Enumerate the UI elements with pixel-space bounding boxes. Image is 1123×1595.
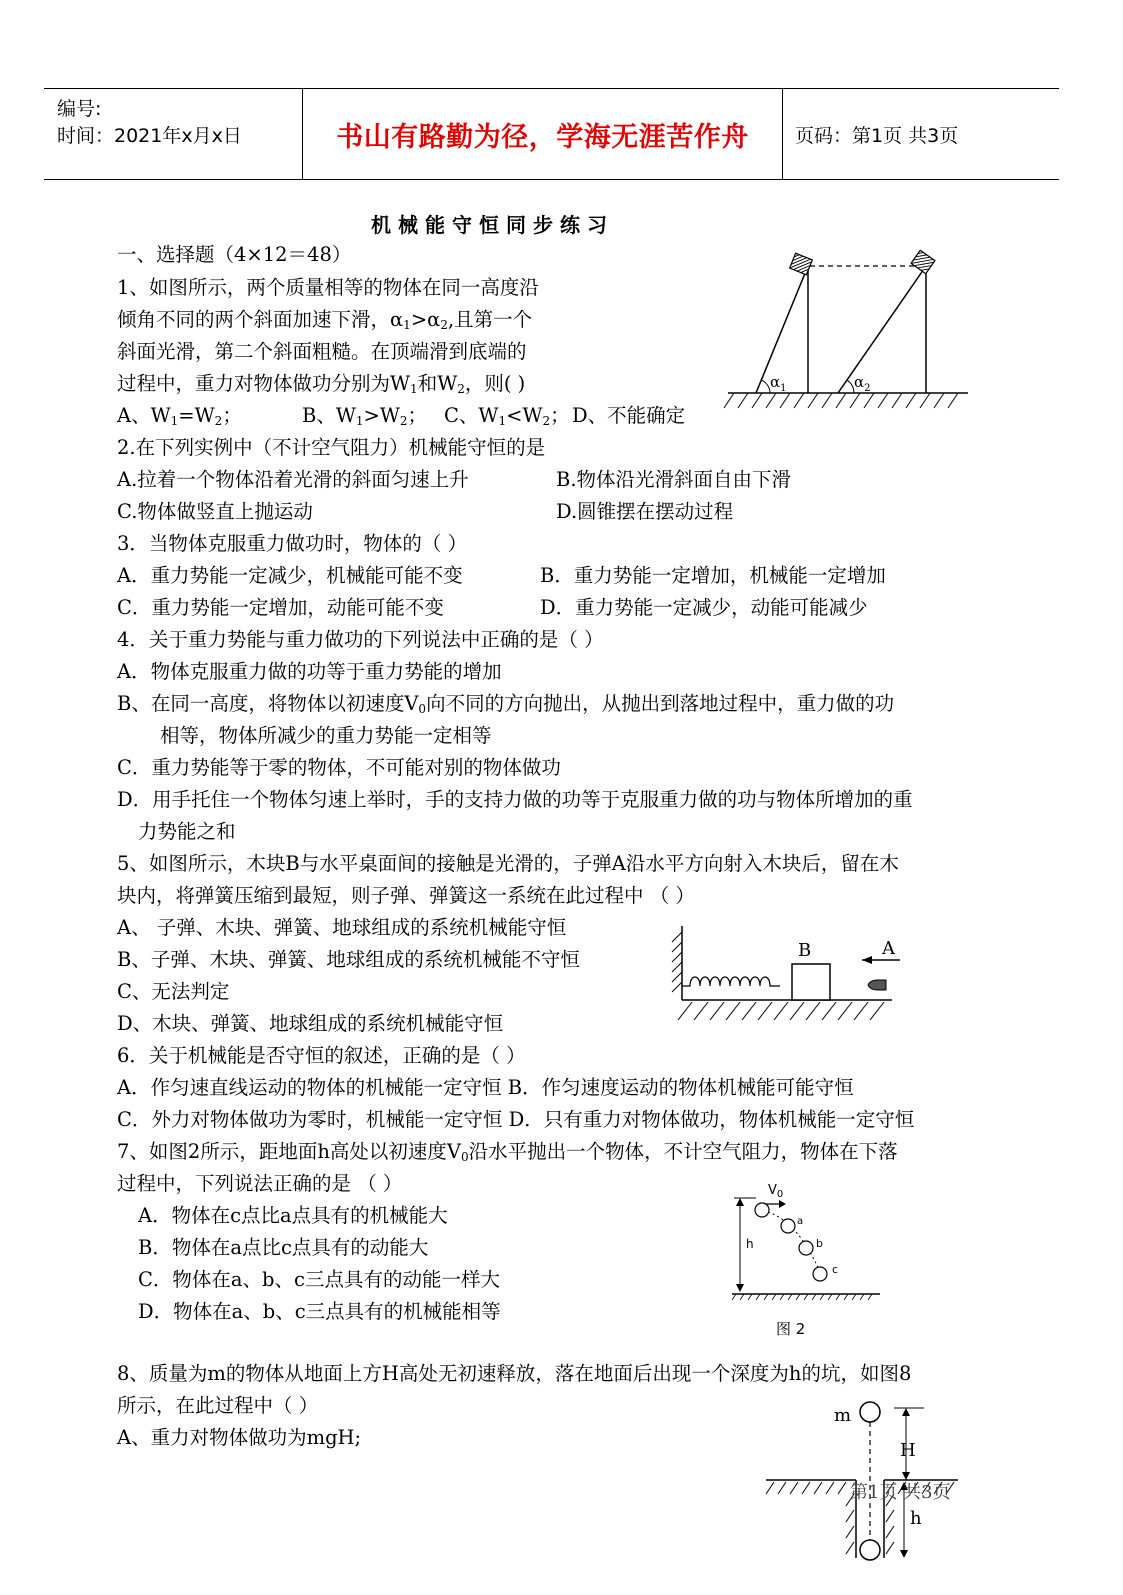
q1-angle2-arc bbox=[847, 380, 854, 393]
q1-opt-c-s1: 1 bbox=[498, 414, 507, 428]
header-divider-right bbox=[782, 88, 783, 180]
q5-label-a: A bbox=[882, 938, 895, 959]
q2-option-d: D.圆锥摆在摆动过程 bbox=[556, 500, 734, 523]
q1-line4 bbox=[117, 374, 525, 395]
q5-block-b bbox=[792, 964, 830, 1000]
q1-opt-a-s2: 2 bbox=[214, 414, 223, 428]
q7-height-arrow-bottom bbox=[736, 1284, 744, 1292]
q7-projectile-figure bbox=[728, 1176, 884, 1306]
q4-option-b-line1 bbox=[117, 694, 894, 715]
q1-line2 bbox=[117, 310, 532, 331]
q6-options-ab: A．作匀速直线运动的物体的机械能一定守恒 B．作匀速度运动的物体机械能可能守恒 bbox=[117, 1076, 854, 1099]
q7-option-b: B．物体在a点比c点具有的动能大 bbox=[138, 1236, 429, 1259]
q6-stem: 6．关于机械能是否守恒的叙述，正确的是（ ） bbox=[117, 1044, 526, 1067]
q1-incline2-slope bbox=[838, 266, 926, 393]
q8-line1: 8、质量为m的物体从地面上方H高处无初速释放，落在地面后出现一个深度为h的坑，如图8 bbox=[117, 1362, 912, 1385]
q7-trajectory bbox=[768, 1212, 820, 1272]
q5-table-hatch bbox=[678, 1002, 884, 1020]
q1-opt-a-s1: 1 bbox=[170, 414, 179, 428]
q1-line4-sub2: 2 bbox=[457, 382, 465, 396]
q1-alpha2-label: $\alpha_2$ bbox=[854, 373, 871, 394]
q2-option-b: B.物体沿光滑斜面自由下滑 bbox=[556, 468, 792, 491]
q1-opt-b-s1: 1 bbox=[355, 414, 364, 428]
q1-opt-c-s2: 2 bbox=[542, 414, 551, 428]
q8-label-m: m bbox=[834, 1405, 852, 1426]
q7-ball-start bbox=[755, 1203, 769, 1217]
q5-option-d: D、木块、弹簧、地球组成的系统机械能守恒 bbox=[117, 1012, 504, 1035]
header-top-rule bbox=[44, 88, 1059, 89]
q1-opt-c-t2: <W bbox=[506, 404, 543, 427]
q4-option-c: C．重力势能等于零的物体，不可能对别的物体做功 bbox=[117, 756, 561, 779]
q8-line2: 所示，在此过程中（ ） bbox=[117, 1394, 319, 1417]
q4-option-a: A．物体克服重力做的功等于重力势能的增加 bbox=[117, 660, 502, 683]
q1-option-b bbox=[302, 406, 427, 427]
q6-options-cd: C．外力对物体做功为零时，机械能一定守恒 D．只有重力对物体做功，物体机械能一定守恒 bbox=[117, 1108, 915, 1131]
q1-opt-c-t1: C、W bbox=[444, 404, 499, 427]
q5-label-b: B bbox=[798, 940, 812, 961]
q1-line2-sub1: 1 bbox=[403, 318, 411, 332]
q1-option-d: D、不能确定 bbox=[572, 404, 686, 427]
q1-alpha1-label: $\alpha_1$ bbox=[770, 373, 787, 394]
q1-opt-a-t2: =W bbox=[178, 404, 215, 427]
header-page-label: 页码：第1页 共3页 bbox=[795, 125, 959, 147]
q8-ball-bottom bbox=[860, 1540, 880, 1560]
q1-ground-hatch bbox=[724, 393, 958, 408]
q1-opt-b-t1: B、W bbox=[302, 404, 356, 427]
q1-line2-text-a: 倾角不同的两个斜面加速下滑，α bbox=[117, 308, 404, 331]
q3-option-a: A．重力势能一定减少，机械能可能不变 bbox=[117, 564, 463, 587]
q1-incline-figure bbox=[720, 248, 972, 412]
q5-spring-block-figure bbox=[664, 922, 900, 1028]
q8-label-H: H bbox=[900, 1440, 916, 1461]
header-motto: 书山有路勤为径，学海无涯苦作舟 bbox=[336, 122, 749, 153]
document-title: 机械能守恒同步练习 bbox=[371, 213, 614, 237]
q7-line1 bbox=[117, 1142, 898, 1163]
header-time-label: 时间：2021年x月x日 bbox=[57, 125, 242, 147]
q5-line2: 块内，将弹簧压缩到最短，则子弹、弹簧这一系统在此过程中 （ ） bbox=[117, 884, 695, 907]
footer-page-number: 第1页 共3页 bbox=[850, 1482, 951, 1503]
header-number-label: 编号: bbox=[57, 98, 102, 120]
q7-ground-hatch bbox=[732, 1294, 872, 1300]
q1-opt-b-s2: 2 bbox=[399, 414, 408, 428]
q4-stem: 4．关于重力势能与重力做功的下列说法中正确的是（ ） bbox=[117, 628, 604, 651]
header-bottom-rule bbox=[44, 179, 1059, 180]
q7-option-c: C．物体在a、b、c三点具有的动能一样大 bbox=[138, 1268, 500, 1291]
q4-option-d-line2: 力势能之和 bbox=[138, 820, 236, 843]
q5-bullet-a bbox=[868, 980, 886, 990]
q8-h-arrow-bottom bbox=[900, 1550, 908, 1558]
q7-label-v0: $V_0$ bbox=[768, 1183, 784, 1200]
q8-ball-top bbox=[860, 1402, 880, 1422]
q1-incline1-slope bbox=[756, 266, 808, 393]
q7-height-arrow-top bbox=[736, 1198, 744, 1206]
q4-option-b-sub: 0 bbox=[418, 702, 427, 716]
q7-option-a: A．物体在c点比a点具有的机械能大 bbox=[138, 1204, 448, 1227]
q7-line2: 过程中，下列说法正确的是 （ ） bbox=[117, 1172, 403, 1195]
q1-opt-b-t3: ； bbox=[407, 404, 428, 427]
q1-line2-text-b: >α bbox=[410, 308, 441, 331]
q7-label-b: b bbox=[816, 1237, 823, 1250]
q1-line4-sub1: 1 bbox=[410, 382, 418, 396]
header-divider-left bbox=[302, 88, 303, 180]
q8-label-h: h bbox=[910, 1508, 922, 1529]
section-choice-heading: 一、选择题（4×12＝48） bbox=[117, 243, 352, 266]
q3-option-b: B．重力势能一定增加，机械能一定增加 bbox=[540, 564, 886, 587]
q7-ball-b bbox=[799, 1241, 813, 1255]
q7-option-d: D．物体在a、b、c三点具有的机械能相等 bbox=[138, 1300, 501, 1323]
q1-opt-a-t1: A、W bbox=[117, 404, 171, 427]
q3-stem: 3．当物体克服重力做功时，物体的（ ） bbox=[117, 532, 468, 555]
q1-option-a bbox=[117, 406, 242, 427]
q1-line2-text-c: ,且第一个 bbox=[447, 308, 533, 331]
q4-option-b-line2: 相等，物体所减少的重力势能一定相等 bbox=[160, 724, 492, 747]
q1-opt-c-t3: ； bbox=[550, 404, 570, 427]
q7-line1-text-b: 沿水平抛出一个物体，不计空气阻力，物体在下落 bbox=[468, 1140, 898, 1163]
q7-ball-c bbox=[813, 1267, 827, 1281]
q2-stem: 2.在下列实例中（不计空气阻力）机械能守恒的是 bbox=[117, 436, 546, 459]
q8-H-arrow-top bbox=[902, 1408, 910, 1416]
q5-option-c: C、无法判定 bbox=[117, 980, 230, 1003]
q3-option-c: C．重力势能一定增加，动能可能不变 bbox=[117, 596, 444, 619]
q2-option-c: C.物体做竖直上抛运动 bbox=[117, 500, 313, 523]
q8-option-a: A、重力对物体做功为mgH; bbox=[117, 1426, 362, 1449]
q7-label-h: h bbox=[746, 1237, 754, 1251]
q5-option-a: A、 子弹、木块、弹簧、地球组成的系统机械能守恒 bbox=[117, 916, 567, 939]
q1-option-c bbox=[444, 406, 570, 427]
q4-option-d-line1: D．用手托住一个物体匀速上举时，手的支持力做的功等于克服重力做的功与物体所增加的重 bbox=[117, 788, 913, 811]
q1-line1: 1、如图所示，两个质量相等的物体在同一高度沿 bbox=[117, 276, 539, 299]
q5-spring bbox=[682, 977, 780, 986]
q7-label-a: a bbox=[797, 1216, 804, 1227]
q2-option-a: A.拉着一个物体沿着光滑的斜面匀速上升 bbox=[117, 468, 469, 491]
q1-angle1-arc bbox=[761, 380, 770, 393]
q7-line1-sub: 0 bbox=[460, 1150, 469, 1164]
q1-line3: 斜面光滑，第二个斜面粗糙。在顶端滑到底端的 bbox=[117, 340, 527, 363]
q1-line2-sub2: 2 bbox=[440, 318, 448, 332]
q1-line4-text-b: 和W bbox=[417, 372, 458, 395]
q1-line4-text-c: ，则( ) bbox=[464, 372, 526, 395]
q3-option-d: D．重力势能一定减少，动能可能减少 bbox=[540, 596, 868, 619]
q7-line1-text-a: 7、如图2所示，距地面h高处以初速度V bbox=[117, 1140, 461, 1163]
q5-line1: 5、如图所示，木块B与水平桌面间的接触是光滑的，子弹A沿水平方向射入木块后，留在木 bbox=[117, 852, 899, 875]
q7-figure-caption: 图 2 bbox=[776, 1320, 806, 1338]
q1-opt-a-t3: ； bbox=[222, 404, 242, 427]
q5-wall-hatch bbox=[672, 932, 682, 992]
q7-ball-a bbox=[781, 1219, 795, 1233]
q7-label-c: c bbox=[832, 1263, 839, 1276]
q7-v0-arrow-head bbox=[779, 1200, 786, 1208]
q4-option-b-text-a: B、在同一高度，将物体以初速度V bbox=[117, 692, 419, 715]
q5-arrow-head bbox=[862, 956, 872, 964]
q1-opt-b-t2: >W bbox=[363, 404, 400, 427]
q1-line4-text-a: 过程中，重力对物体做功分别为W bbox=[117, 372, 411, 395]
q5-option-b: B、子弹、木块、弹簧、地球组成的系统机械能不守恒 bbox=[117, 948, 580, 971]
q4-option-b-text-b: 向不同的方向抛出，从抛出到落地过程中，重力做的功 bbox=[426, 692, 895, 715]
